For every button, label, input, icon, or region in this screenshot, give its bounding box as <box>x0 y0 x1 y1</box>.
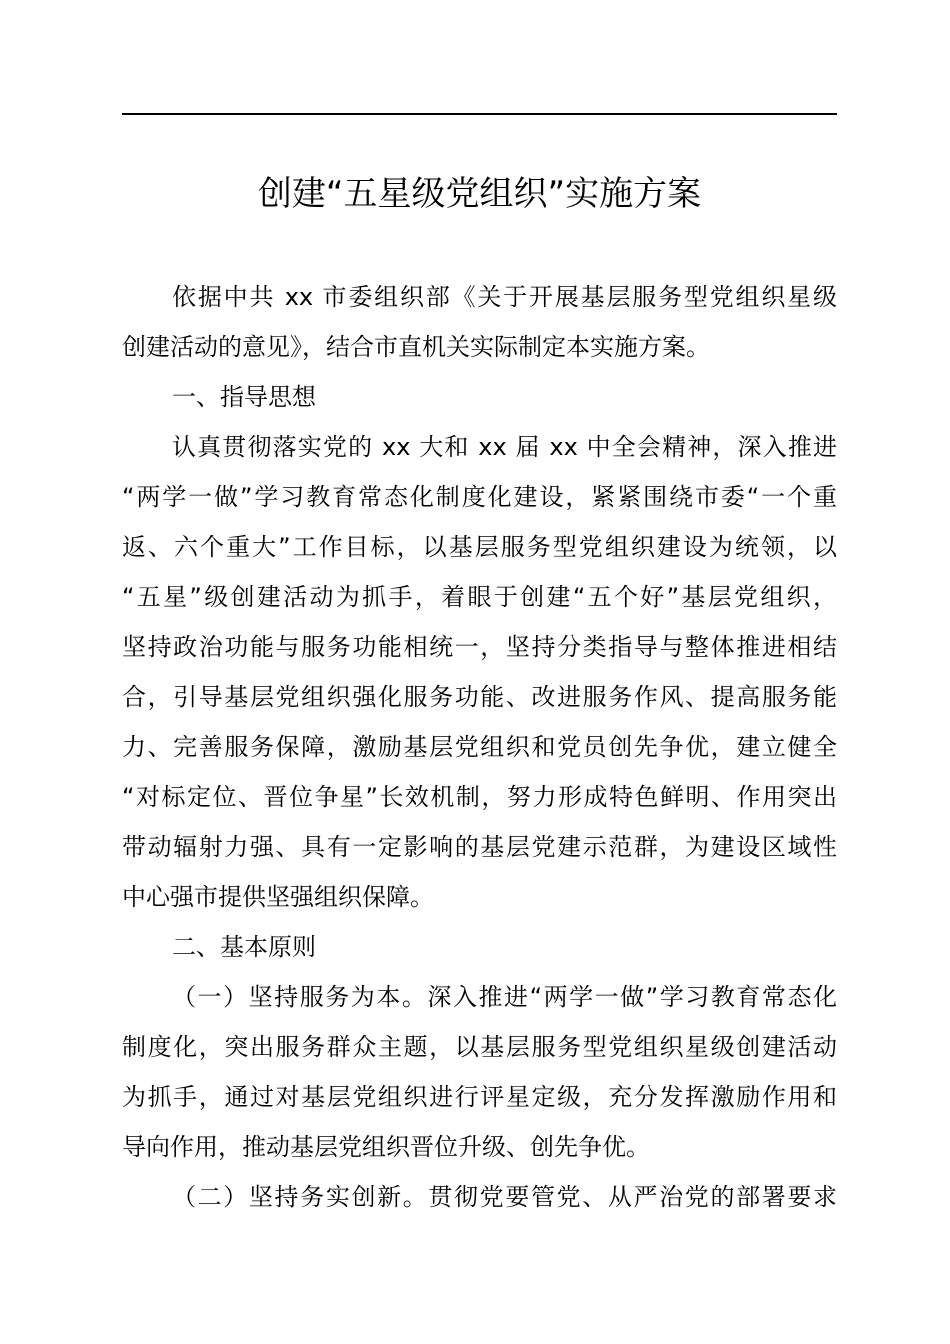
text-line: 认真贯彻落实党的 xx 大和 xx 届 xx 中全会精神，深入推进 <box>172 433 837 461</box>
text-line: （二）坚持务实创新。贯彻党要管党、从严治党的部署要求 <box>172 1183 837 1211</box>
text-line: “对标定位、晋位争星”长效机制，努力形成特色鲜明、作用突出 <box>122 783 837 811</box>
text-line: 带动辐射力强、具有一定影响的基层党建示范群，为建设区域性 <box>122 833 837 861</box>
text-line: “两学一做”学习教育常态化制度化建设，紧紧围绕市委“一个重 <box>122 483 837 511</box>
text-line: 为抓手，通过对基层党组织进行评星定级，充分发挥激励作用和 <box>122 1083 837 1111</box>
document-title: 创建“五星级党组织”实施方案 <box>257 174 702 214</box>
section-heading: 一、指导思想 <box>172 383 316 411</box>
text-line: 中心强市提供坚强组织保障。 <box>122 883 434 911</box>
text-line: 力、完善服务保障，激励基层党组织和党员创先争优，建立健全 <box>122 733 837 761</box>
document-body <box>122 272 837 1222</box>
text-line: 依据中共 xx 市委组织部《关于开展基层服务型党组织星级 <box>172 283 837 311</box>
text-line: 制度化，突出服务群众主题，以基层服务型党组织星级创建活动 <box>122 1033 837 1061</box>
text-line: 创建活动的意见》，结合市直机关实际制定本实施方案。 <box>122 333 710 361</box>
text-line: （一）坚持服务为本。深入推进“两学一做”学习教育常态化 <box>172 983 837 1011</box>
text-line: 合，引导基层党组织强化服务功能、改进服务作风、提高服务能 <box>122 683 837 711</box>
header-divider <box>122 113 837 115</box>
section-heading: 二、基本原则 <box>172 933 316 961</box>
text-line: 坚持政治功能与服务功能相统一，坚持分类指导与整体推进相结 <box>122 633 837 661</box>
text-line: 返、六个重大”工作目标，以基层服务型党组织建设为统领，以 <box>122 533 837 561</box>
text-line: “五星”级创建活动为抓手，着眼于创建“五个好”基层党组织， <box>122 583 837 611</box>
text-line: 导向作用，推动基层党组织晋位升级、创先争优。 <box>122 1133 650 1161</box>
